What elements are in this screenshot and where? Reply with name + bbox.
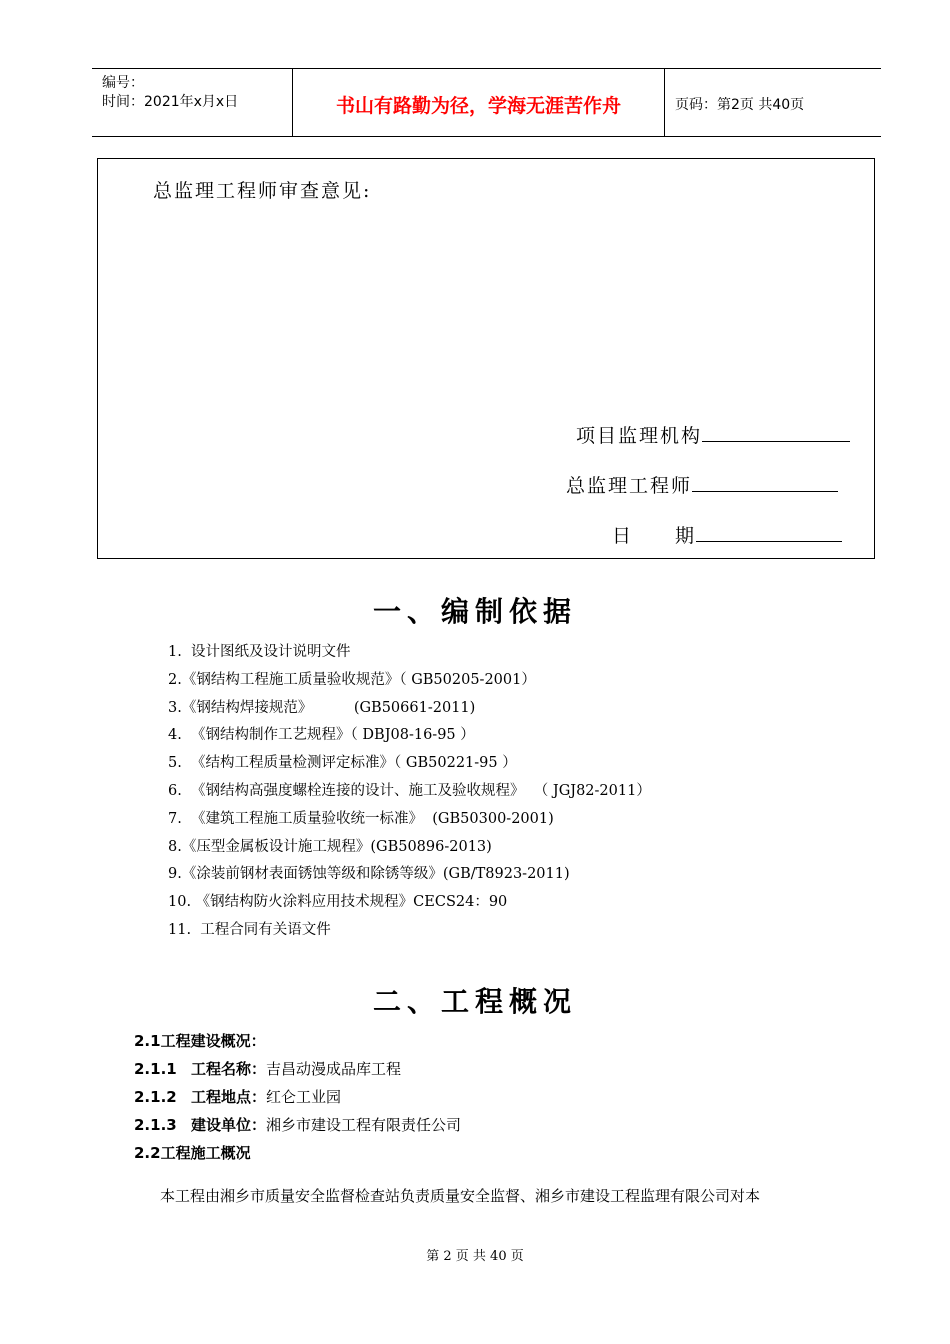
reference-item: 5. 《结构工程质量检测评定标准》（ GB50221-95 ）	[168, 755, 517, 772]
reference-item: 11. 工程合同有关语文件	[168, 921, 331, 938]
row-value: 吉昌动漫成品库工程	[266, 1060, 402, 1078]
date-label: 日 期	[612, 525, 697, 547]
overview-row-location	[134, 1086, 341, 1107]
reference-item: 4. 《钢结构制作工艺规程》（ DBJ08-16-95 ）	[168, 727, 475, 744]
footer-page-number: 第 2 页 共 40 页	[426, 1249, 524, 1264]
row-value: 红仑工业园	[266, 1088, 342, 1106]
reference-item: 9.《涂装前钢材表面锈蚀等级和除锈等级》(GB/T8923-2011)	[168, 866, 570, 883]
page-header	[92, 68, 881, 137]
supervision-org-label: 项目监理机构	[576, 425, 703, 447]
chief-engineer-field	[566, 471, 838, 498]
overview-row-name	[134, 1058, 401, 1079]
supervision-org-blank[interactable]	[702, 421, 850, 442]
date-field	[612, 521, 842, 548]
reference-list	[168, 639, 651, 945]
row-number: 2.1.2	[134, 1088, 177, 1106]
reference-item: 2.《钢结构工程施工质量验收规范》（ GB50205-2001）	[168, 671, 536, 688]
construction-overview-paragraph: 本工程由湘乡市质量安全监督检查站负责质量安全监督、湘乡市建设工程监理有限公司对本	[160, 1187, 761, 1205]
doc-time-label: 时间：2021年x月x日	[102, 94, 239, 110]
section2-heading: 二、工程概况	[372, 985, 577, 1018]
reference-item: 3.《钢结构焊接规范》 (GB50661-2011)	[168, 699, 476, 716]
reference-item: 7. 《建筑工程施工质量验收统一标准》 (GB50300-2001)	[168, 810, 554, 827]
header-meta-cell	[92, 69, 293, 136]
row-number: 2.1.3	[134, 1116, 177, 1134]
date-blank[interactable]	[696, 521, 842, 542]
reference-item: 8.《压型金属板设计施工规程》(GB50896-2013)	[168, 838, 492, 855]
row-number: 2.1.1	[134, 1060, 177, 1078]
section1-heading: 一、编制依据	[372, 595, 577, 628]
doc-number-label: 编号：	[102, 75, 144, 91]
reference-item: 10. 《钢结构防火涂料应用技术规程》CECS24：90	[168, 894, 508, 911]
row-label: 工程名称：	[191, 1060, 267, 1078]
reference-item: 1. 设计图纸及设计说明文件	[168, 644, 351, 660]
subsection-2-2-heading: 2.2工程施工概况	[134, 1144, 251, 1162]
review-opinion-box	[97, 158, 875, 559]
overview-row-builder	[134, 1114, 461, 1135]
row-label: 建设单位：	[191, 1116, 267, 1134]
motto-text: 书山有路勤为径，学海无涯苦作舟	[335, 95, 621, 117]
chief-engineer-blank[interactable]	[692, 471, 838, 492]
header-motto-cell	[293, 69, 665, 136]
subsection-2-1-heading: 2.1工程建设概况：	[134, 1032, 266, 1050]
header-page-number: 页码：第2页 共40页	[675, 97, 805, 113]
row-label: 工程地点：	[191, 1088, 267, 1106]
header-page-cell	[665, 69, 881, 136]
row-value: 湘乡市建设工程有限责任公司	[266, 1116, 462, 1134]
reference-item: 6. 《钢结构高强度螺栓连接的设计、施工及验收规程》 （ JGJ82-2011）	[168, 782, 651, 799]
chief-engineer-label: 总监理工程师	[566, 475, 693, 497]
review-title: 总监理工程师审查意见:	[153, 180, 372, 202]
supervision-org-field	[576, 421, 850, 448]
